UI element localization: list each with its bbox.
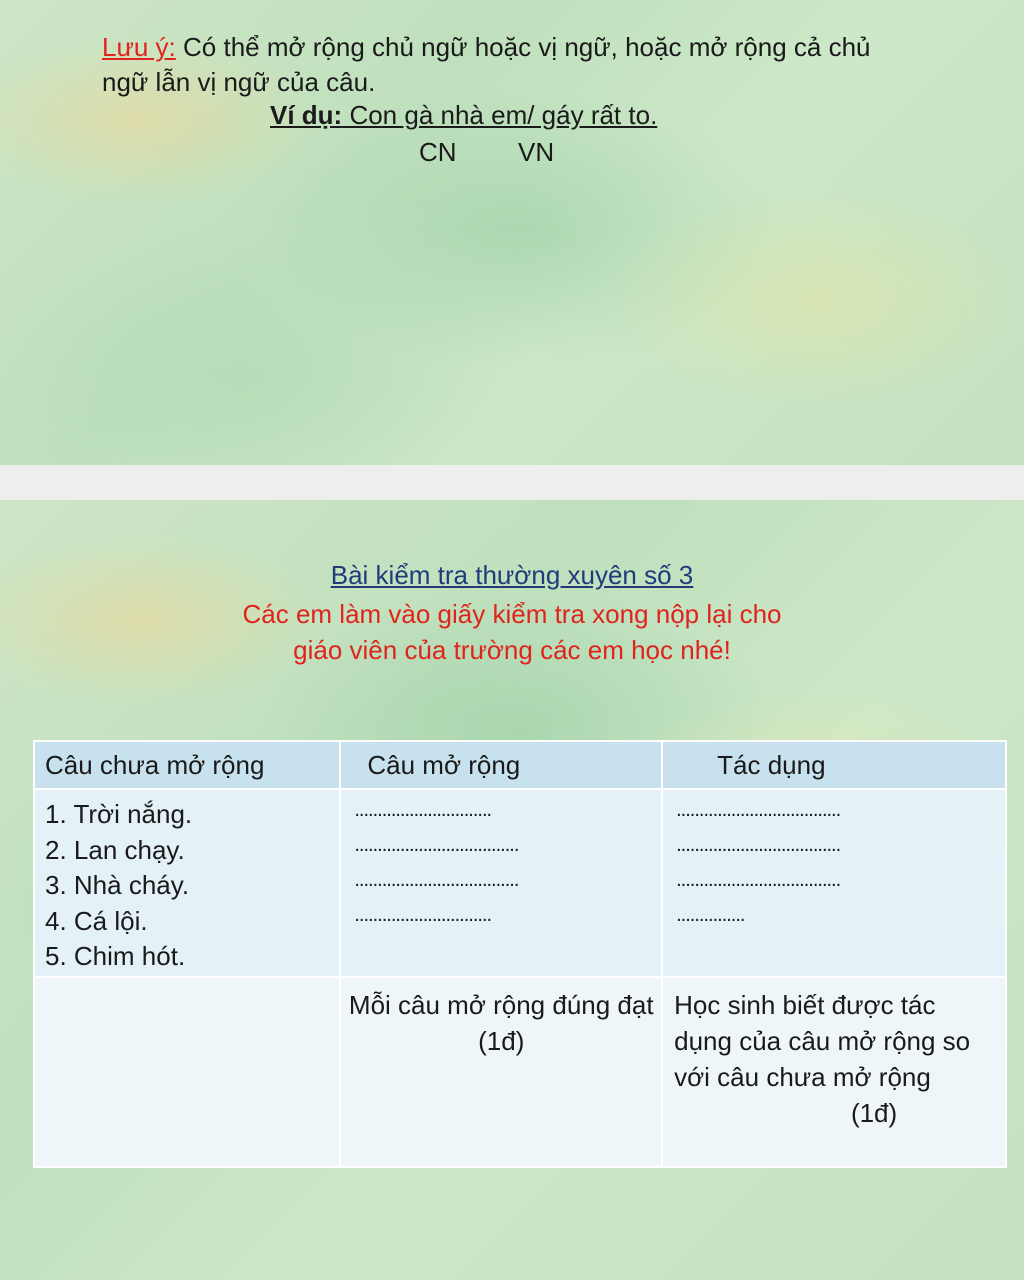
example-text: Con gà nhà em/ gáy rất to. xyxy=(342,100,658,130)
sentence-list xyxy=(35,791,338,975)
note-paragraph xyxy=(102,30,902,100)
empty-cell xyxy=(34,977,340,1167)
scoring-expanded-cell xyxy=(340,977,662,1167)
blank-line: .................................... xyxy=(354,834,519,856)
table-row xyxy=(34,789,1006,977)
test-title: Bài kiểm tra thường xuyên số 3 xyxy=(330,560,694,590)
header-effect: Tác dụng xyxy=(662,741,1006,789)
instruction-line-2: giáo viên của trường các em học nhé! xyxy=(293,635,731,665)
scoring-expanded: Mỗi câu mở rộng đúng đạt (1đ) xyxy=(348,990,654,1056)
scoring-effect: Học sinh biết được tác dụng của câu mở rộng so với câu chưa mở rộng xyxy=(674,990,971,1092)
subject-marker: CN xyxy=(419,137,457,167)
list-item: 5. Chim hót. xyxy=(45,941,186,971)
note-label: Lưu ý: xyxy=(102,32,176,62)
exercise-table xyxy=(33,740,1007,1168)
list-item: 2. Lan chạy. xyxy=(45,834,185,865)
list-item: 4. Cá lội. xyxy=(45,905,148,936)
blank-line: .............................. xyxy=(354,904,492,926)
note-text: Có thể mở rộng chủ ngữ hoặc vị ngữ, hoặc mở rộng cả chủ ngữ lẫn vị ngữ của câu. xyxy=(102,32,871,97)
effect-blanks-cell xyxy=(662,789,1006,977)
list-item: 1. Trời nắng. xyxy=(45,799,193,829)
scoring-points: (1đ) xyxy=(850,1098,898,1128)
blank-line: .................................... xyxy=(354,869,519,891)
list-item: 3. Nhà cháy. xyxy=(45,870,190,900)
slide-bottom xyxy=(0,500,1024,1280)
example-sentence xyxy=(270,100,657,131)
blank-line: .................................... xyxy=(676,869,841,891)
expanded-blanks-cell xyxy=(340,789,662,977)
instruction xyxy=(0,596,1024,668)
header-expanded: Câu mở rộng xyxy=(340,741,662,789)
instruction-line-1: Các em làm vào giấy kiểm tra xong nộp lại cho xyxy=(242,599,782,629)
table-header-row xyxy=(34,741,1006,789)
slide-top xyxy=(0,0,1024,465)
table-row xyxy=(34,977,1006,1167)
predicate-marker: VN xyxy=(518,137,555,167)
scoring-effect-cell xyxy=(662,977,1006,1167)
example-label: Ví dụ: xyxy=(270,100,343,130)
header-unexpanded: Câu chưa mở rộng xyxy=(34,741,340,789)
blank-line: .................................... xyxy=(676,799,841,821)
blank-line: ............... xyxy=(676,904,745,926)
blank-line: .................................... xyxy=(676,834,841,856)
blank-line: .............................. xyxy=(354,799,492,821)
sentence-list-cell xyxy=(34,789,340,977)
